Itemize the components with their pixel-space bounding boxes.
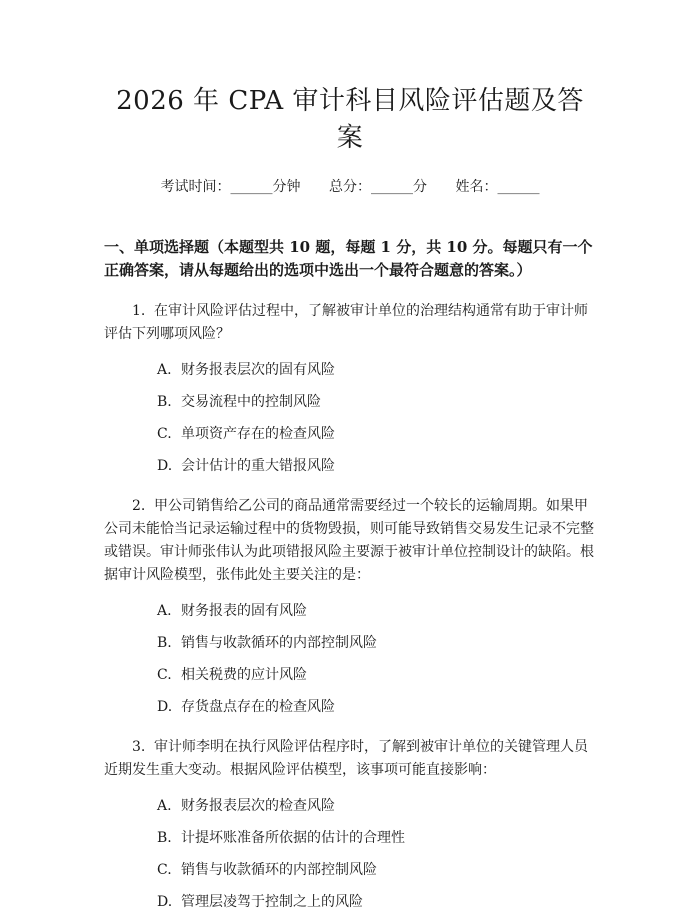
exam-info-line (104, 176, 596, 196)
option-letter: B. (157, 830, 172, 846)
exam-time-field: 考试时间：______分钟 (160, 179, 301, 195)
option-text: 财务报表层次的固有风险 (181, 362, 335, 378)
option-item (104, 360, 596, 381)
option-item (104, 828, 596, 849)
question-number: 2. (132, 498, 146, 514)
option-item (104, 860, 596, 881)
option-text: 销售与收款循环的内部控制风险 (181, 635, 377, 651)
question-text: 审计师李明在执行风险评估程序时，了解到被审计单位的关键管理人员近期发生重大变动。根据风险评估模型，该事项可能直接影响： (104, 739, 588, 778)
question-stem (104, 495, 596, 587)
option-item (104, 392, 596, 413)
option-letter: D. (157, 458, 173, 474)
question-item (104, 495, 596, 718)
option-letter: A. (157, 798, 172, 814)
question-item (104, 300, 596, 477)
option-text: 交易流程中的控制风险 (181, 394, 321, 410)
option-item (104, 633, 596, 654)
option-text: 会计估计的重大错报风险 (181, 458, 335, 474)
option-list (104, 601, 596, 718)
option-text: 单项资产存在的检查风险 (181, 426, 335, 442)
option-letter: C. (157, 426, 172, 442)
question-item (104, 736, 596, 913)
option-item (104, 796, 596, 817)
option-letter: B. (157, 635, 172, 651)
question-text: 在审计风险评估过程中，了解被审计单位的治理结构通常有助于审计师评估下列哪项风险？ (104, 303, 588, 342)
question-number: 3. (132, 739, 146, 755)
option-text: 财务报表层次的检查风险 (181, 798, 335, 814)
option-text: 存货盘点存在的检查风险 (181, 699, 335, 715)
option-letter: D. (157, 699, 173, 715)
option-item (104, 665, 596, 686)
total-score-field: 总分：______分 (329, 179, 427, 195)
option-item (104, 424, 596, 445)
option-item (104, 456, 596, 477)
option-letter: C. (157, 667, 172, 683)
question-number: 1. (132, 303, 146, 319)
question-stem (104, 736, 596, 782)
option-letter: C. (157, 862, 172, 878)
option-text: 计提坏账准备所依据的估计的合理性 (181, 830, 405, 846)
option-letter: D. (157, 894, 173, 910)
option-item (104, 892, 596, 913)
section-heading: 一、单项选择题（本题型共 10 题，每题 1 分，共 10 分。每题只有一个正确答案，请从每题给出的选项中选出一个最符合题意的答案。） (104, 238, 593, 279)
option-list (104, 796, 596, 913)
option-item (104, 601, 596, 622)
option-text: 销售与收款循环的内部控制风险 (181, 862, 377, 878)
page-title: 2026 年 CPA 审计科目风险评估题及答案 (116, 86, 584, 153)
option-letter: A. (157, 362, 172, 378)
option-letter: B. (157, 394, 172, 410)
option-text: 相关税费的应计风险 (181, 667, 307, 683)
option-list (104, 360, 596, 477)
option-item (104, 697, 596, 718)
name-field: 姓名：______ (455, 179, 540, 195)
option-letter: A. (157, 603, 172, 619)
option-text: 管理层凌驾于控制之上的风险 (181, 894, 363, 910)
question-stem (104, 300, 596, 346)
option-text: 财务报表的固有风险 (181, 603, 307, 619)
question-text: 甲公司销售给乙公司的商品通常需要经过一个较长的运输周期。如果甲公司未能恰当记录运输过程中的货物毁损，则可能导致销售交易发生记录不完整或错误。审计师张伟认为此项错报风险主要源于被审计单位控制设计的缺陷。根据审计风险模型，张伟此处主要关注的是： (104, 498, 594, 583)
